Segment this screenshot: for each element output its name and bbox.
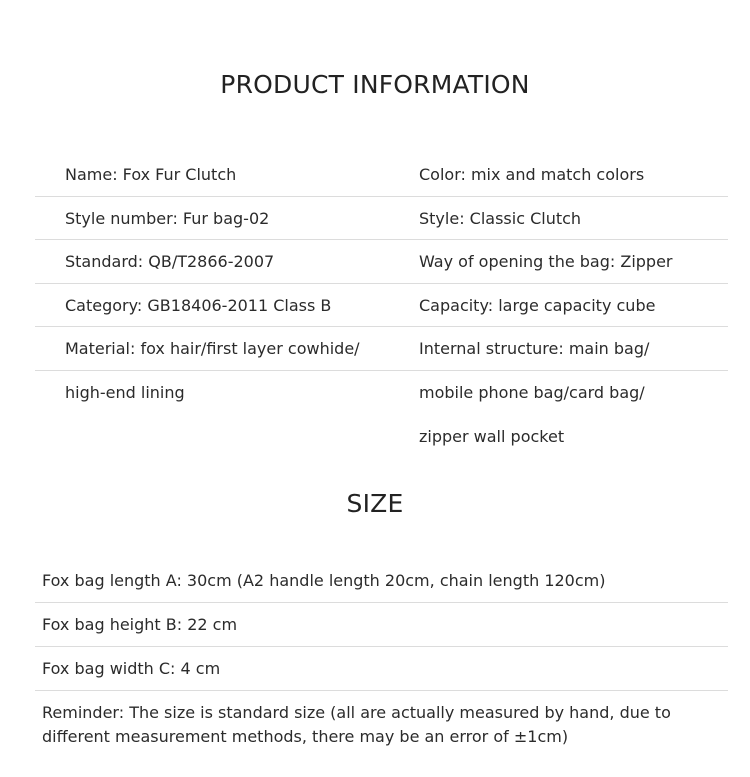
size-row-length: Fox bag length A: 30cm (A2 handle length 20cm, chain length 120cm) (35, 559, 728, 603)
info-cell-material: Material: fox hair/first layer cowhide/ (65, 339, 360, 359)
info-cell-color: Color: mix and match colors (419, 165, 645, 184)
info-cell-style: Style: Classic Clutch (419, 208, 582, 228)
info-cell-internal-structure: Internal structure: main bag/ (419, 339, 650, 359)
size-table (35, 559, 728, 691)
info-cell-style-number: Style number: Fur bag-02 (65, 208, 270, 228)
size-row-height: Fox bag height B: 22 cm (35, 603, 728, 647)
info-row (35, 197, 728, 241)
size-reminder: Reminder: The size is standard size (all are actually measured by hand, due to different measurement methods, there may be an error of ±1cm) (42, 703, 671, 746)
info-cell-internal-structure-end: zipper wall pocket (419, 426, 565, 446)
info-cell-material-cont: high-end lining (65, 382, 185, 402)
info-cell-capacity: Capacity: large capacity cube (419, 295, 656, 315)
info-row (35, 415, 728, 459)
info-row (35, 371, 728, 415)
info-cell-category: Category: GB18406-2011 Class B (65, 295, 332, 315)
info-cell-opening: Way of opening the bag: Zipper (419, 252, 673, 272)
size-title: SIZE (346, 489, 404, 518)
size-row-width: Fox bag width C: 4 cm (35, 647, 728, 691)
info-cell-internal-structure-cont: mobile phone bag/card bag/ (419, 382, 645, 402)
info-row (35, 327, 728, 371)
info-row (35, 284, 728, 328)
info-cell-standard: Standard: QB/T2866-2007 (65, 252, 275, 272)
info-row (35, 240, 728, 284)
info-cell-name: Name: Fox Fur Clutch (65, 165, 237, 184)
info-row (35, 153, 728, 197)
product-information-table (35, 153, 728, 458)
product-information-title: PRODUCT INFORMATION (220, 70, 530, 99)
